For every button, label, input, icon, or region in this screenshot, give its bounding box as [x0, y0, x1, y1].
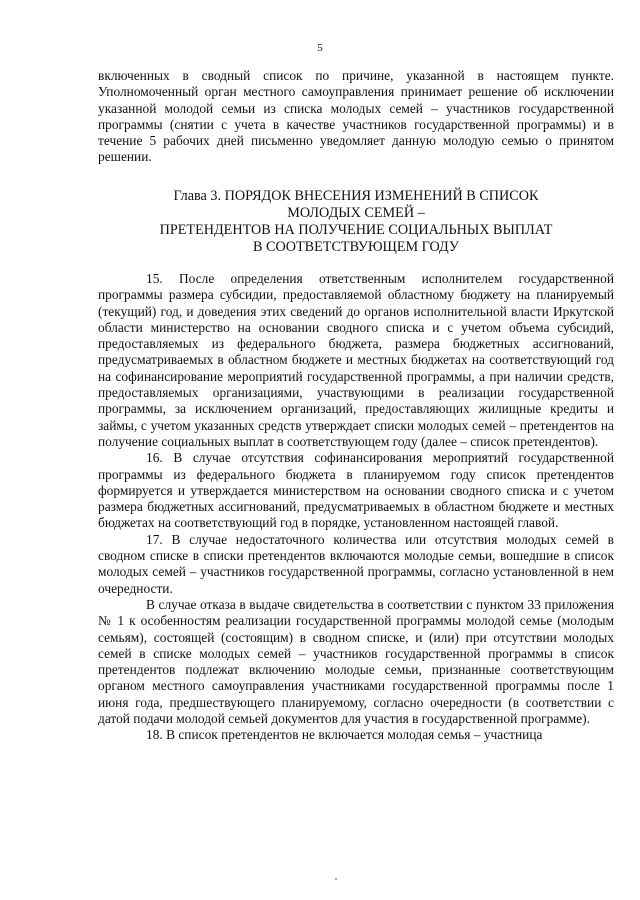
paragraph-17-continued: В случае отказа в выдаче свидетельства в соответствии с пунктом 33 приложения № 1 к особенностям реализации государственной программы молодой семье (молодым семьям), состоящей (состоящим) в сводном списке, и (или) при отсутствии молодых семей в списке молодых семей – участников государственной программы в список претендентов подлежат включению молодые семьи, признанные соответствующим органом местного самоуправления участниками государственной программы после 1 июня года, предшествующего планируемому, согласно очередности (в соответствии с датой подачи молодой семьей документов для участия в государственной программе).	[98, 596, 614, 727]
body-text-main	[98, 271, 614, 744]
chapter-heading	[98, 188, 614, 256]
page-number: 5	[317, 42, 323, 54]
paragraph-17: 17. В случае недостаточного количества или отсутствия молодых семей в сводном списке в списки претендентов включаются молодые семьи, вошедшие в список молодых семей – участников государственной программы, согласно установленной в нем очередности.	[98, 531, 614, 596]
paragraph-16: 16. В случае отсутствия софинансирования мероприятий государственной программы из федерального бюджета в планируемом году список претендентов формируется и утверждается министерством на основании сводного списка и с учетом размера бюджетных ассигнований, предусматриваемых в областном бюджете и местных бюджетах на соответствующий год в порядке, установленном настоящей главой.	[98, 450, 614, 531]
chapter-heading-line: ПРЕТЕНДЕНТОВ НА ПОЛУЧЕНИЕ СОЦИАЛЬНЫХ ВЫПЛАТ	[159, 222, 553, 238]
paragraph-continued: включенных в сводный список по причине, указанной в настоящем пункте. Уполномоченный орган местного самоуправления принимает решение об исключении указанной молодой семьи из списка молодых семей – участников государственной программы (снятии с учета в качестве участников государственной программы) и в течение 5 рабочих дней письменно уведомляет данную молодую семью о принятом решении.	[98, 68, 614, 165]
paragraph-15: 15. После определения ответственным исполнителем государственной программы размера субсидии, предоставляемой областному бюджету на планируемый (текущий) год, и доведения этих сведений до органов исполнительной власти Иркутской области министерство на основании сводного списка и с учетом объема субсидий, предоставляемых из федерального бюджета, размера бюджетных ассигнований, предусматриваемых в областном бюджете и местных бюджетах на соответствующий год на софинансирование мероприятий государственной программы, а при наличии средств, предоставляемых организациями, участвующими в реализации государственной программы, за исключением организаций, предоставляющих жилищные кредиты и займы, с учетом указанных средств утверждает списки молодых семей – претендентов на получение социальных выплат в соответствующем году (далее – список претендентов).	[98, 271, 614, 449]
chapter-heading-line: В СООТВЕТСТВУЮЩЕМ ГОДУ	[253, 239, 459, 255]
body-text-top	[98, 68, 614, 166]
paragraph-18: 18. В список претендентов не включается молодая семья – участница	[146, 727, 543, 743]
chapter-heading-line: МОЛОДЫХ СЕМЕЙ –	[287, 205, 425, 221]
chapter-heading-line: Глава 3. ПОРЯДОК ВНЕСЕНИЯ ИЗМЕНЕНИЙ В СПИСОК	[173, 188, 539, 204]
scan-speck	[335, 878, 337, 880]
